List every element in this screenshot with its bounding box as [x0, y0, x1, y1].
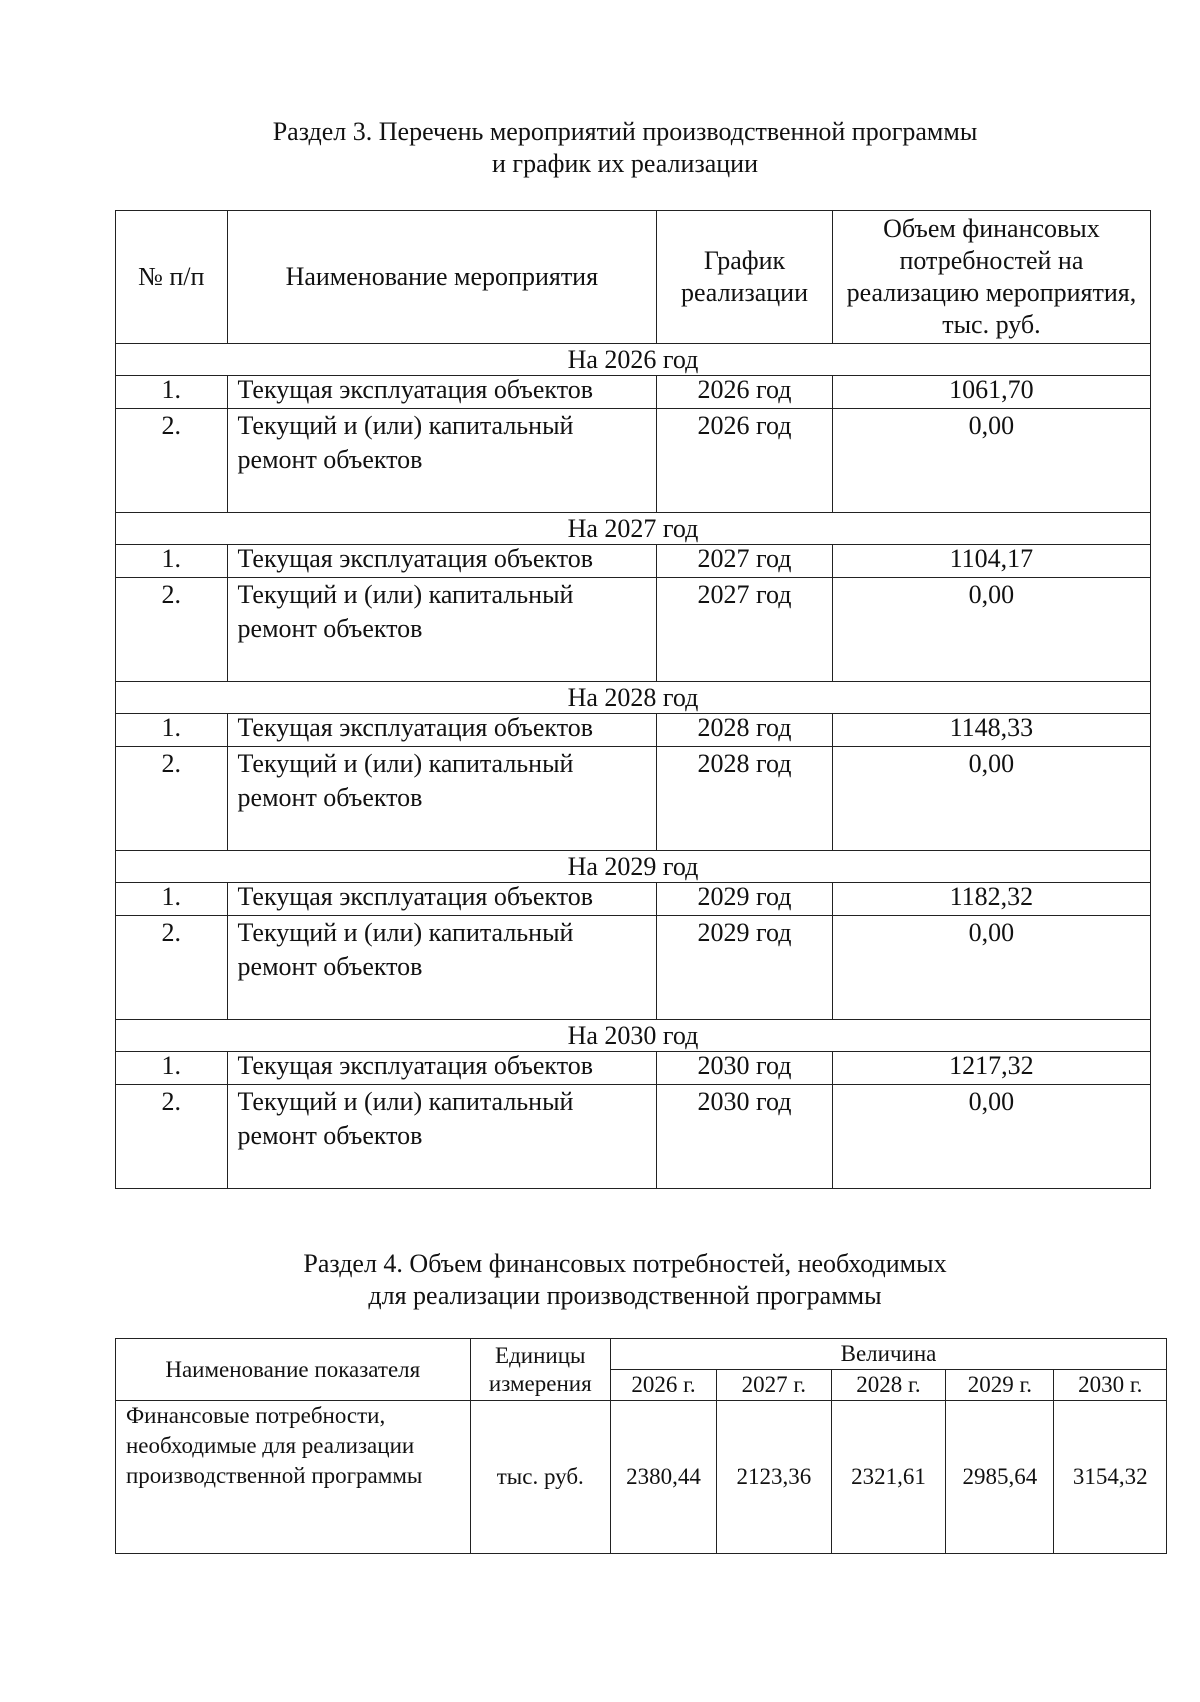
row-num: 1.	[116, 545, 228, 578]
table-row	[116, 1085, 1151, 1189]
row-schedule: 2028 год	[657, 747, 833, 851]
table-row	[116, 376, 1151, 409]
row-num: 2.	[116, 409, 228, 513]
row-name: Текущая эксплуатация объектов	[227, 883, 657, 916]
row-value: 1104,17	[832, 545, 1150, 578]
header-name: Наименование мероприятия	[227, 211, 657, 344]
row-schedule: 2027 год	[657, 578, 833, 682]
section4-title	[110, 1248, 1140, 1312]
year-group-label: На 2028 год	[116, 682, 1151, 714]
row-name: Текущий и (или) капитальный ремонт объектов	[227, 1085, 657, 1189]
activities-table	[115, 210, 1151, 1189]
row-name: Текущая эксплуатация объектов	[227, 545, 657, 578]
header-year: 2028 г.	[831, 1370, 946, 1401]
row-value: 1148,33	[832, 714, 1150, 747]
row-schedule: 2028 год	[657, 714, 833, 747]
table-row	[116, 883, 1151, 916]
header-year: 2026 г.	[610, 1370, 716, 1401]
row-value: 1217,32	[832, 1052, 1150, 1085]
row-schedule: 2029 год	[657, 883, 833, 916]
row-schedule: 2030 год	[657, 1085, 833, 1189]
row-value: 0,00	[832, 409, 1150, 513]
section3-title-line1: Раздел 3. Перечень мероприятий производственной программы	[272, 117, 978, 146]
indicator-name: Финансовые потребности, необходимые для реализации производственной программы	[116, 1401, 471, 1554]
table-row	[116, 714, 1151, 747]
table-row	[116, 1052, 1151, 1085]
indicator-unit: тыс. руб.	[470, 1401, 610, 1554]
row-value: 0,00	[832, 1085, 1150, 1189]
header-num: № п/п	[116, 211, 228, 344]
header-year: 2029 г.	[946, 1370, 1054, 1401]
indicator-value: 2321,61	[831, 1401, 946, 1554]
row-schedule: 2026 год	[657, 376, 833, 409]
row-value: 0,00	[832, 916, 1150, 1020]
row-value: 0,00	[832, 747, 1150, 851]
row-schedule: 2026 год	[657, 409, 833, 513]
row-schedule: 2030 год	[657, 1052, 833, 1085]
header-unit: Единицы измерения	[470, 1339, 610, 1401]
row-num: 1.	[116, 1052, 228, 1085]
row-name: Текущая эксплуатация объектов	[227, 1052, 657, 1085]
financial-table-header-row1	[116, 1339, 1167, 1370]
row-value: 0,00	[832, 578, 1150, 682]
year-group-row	[116, 682, 1151, 714]
header-schedule: График реализации	[657, 211, 833, 344]
financial-table-row	[116, 1401, 1167, 1554]
row-schedule: 2029 год	[657, 916, 833, 1020]
section3-title-line2: и график их реализации	[492, 149, 758, 178]
year-group-label: На 2026 год	[116, 344, 1151, 376]
year-group-label: На 2029 год	[116, 851, 1151, 883]
section3-title	[110, 116, 1140, 180]
indicator-value: 2985,64	[946, 1401, 1054, 1554]
section4-title-line1: Раздел 4. Объем финансовых потребностей, необходимых	[303, 1249, 947, 1278]
indicator-value: 3154,32	[1054, 1401, 1167, 1554]
row-name: Текущий и (или) капитальный ремонт объектов	[227, 578, 657, 682]
header-year: 2027 г.	[717, 1370, 832, 1401]
table-row	[116, 409, 1151, 513]
row-schedule: 2027 год	[657, 545, 833, 578]
activities-table-header	[116, 211, 1151, 344]
header-volume: Объем финансовых потребностей на реализацию мероприятия, тыс. руб.	[832, 211, 1150, 344]
row-name: Текущий и (или) капитальный ремонт объектов	[227, 409, 657, 513]
row-num: 2.	[116, 578, 228, 682]
row-num: 2.	[116, 747, 228, 851]
financial-needs-table	[115, 1338, 1167, 1554]
year-group-row	[116, 851, 1151, 883]
indicator-value: 2380,44	[610, 1401, 716, 1554]
row-value: 1061,70	[832, 376, 1150, 409]
header-magnitude: Величина	[610, 1339, 1166, 1370]
year-group-label: На 2030 год	[116, 1020, 1151, 1052]
row-num: 1.	[116, 883, 228, 916]
row-name: Текущий и (или) капитальный ремонт объектов	[227, 916, 657, 1020]
year-group-label: На 2027 год	[116, 513, 1151, 545]
year-group-row	[116, 344, 1151, 376]
section4-title-line2: для реализации производственной программы	[368, 1281, 882, 1310]
year-group-row	[116, 513, 1151, 545]
indicator-value: 2123,36	[717, 1401, 832, 1554]
row-num: 2.	[116, 1085, 228, 1189]
table-row	[116, 916, 1151, 1020]
table-row	[116, 747, 1151, 851]
row-num: 2.	[116, 916, 228, 1020]
row-value: 1182,32	[832, 883, 1150, 916]
row-num: 1.	[116, 714, 228, 747]
row-num: 1.	[116, 376, 228, 409]
year-group-row	[116, 1020, 1151, 1052]
row-name: Текущая эксплуатация объектов	[227, 376, 657, 409]
table-row	[116, 545, 1151, 578]
row-name: Текущий и (или) капитальный ремонт объектов	[227, 747, 657, 851]
table-row	[116, 578, 1151, 682]
row-name: Текущая эксплуатация объектов	[227, 714, 657, 747]
header-indicator: Наименование показателя	[116, 1339, 471, 1401]
header-year: 2030 г.	[1054, 1370, 1167, 1401]
